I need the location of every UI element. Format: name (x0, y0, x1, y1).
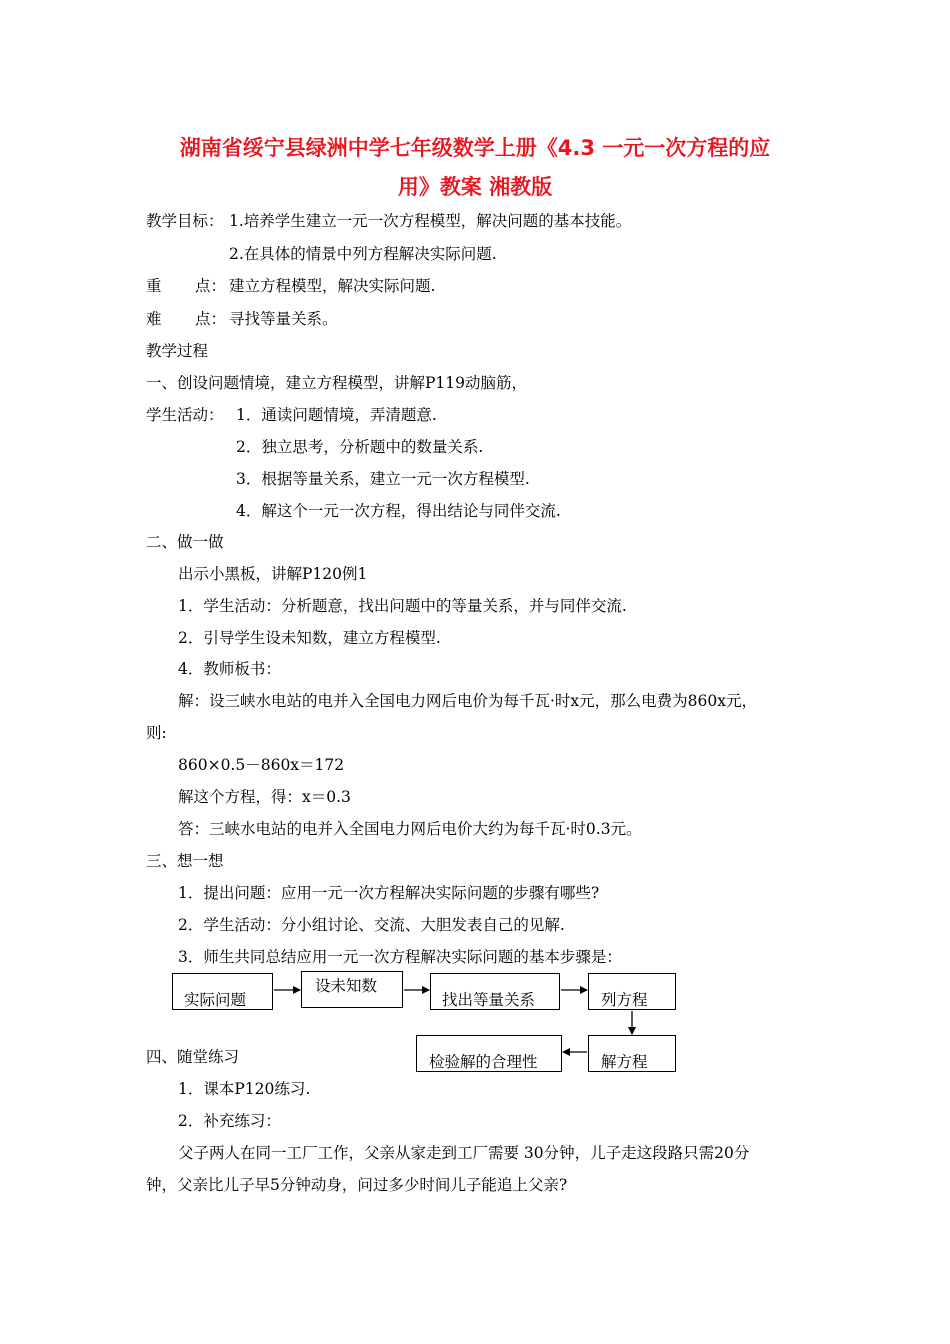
section-1-item: 4．解这个一元一次方程，得出结论与同伴交流. (236, 502, 561, 520)
section-1-activity-label: 学生活动： (146, 406, 224, 424)
section-2-item: 2．引导学生设未知数，建立方程模型. (178, 629, 441, 647)
document-title-line-2: 用》教案 湘教版 (397, 175, 553, 199)
objective-item-2: 2.在具体的情景中列方程解决实际问题. (229, 245, 497, 263)
difficult-point-label-char-1: 难 (146, 310, 162, 328)
key-point-label-char-2: 点： (195, 277, 227, 295)
answer-line: 答：三峡水电站的电并入全国电力网后电价大约为每千瓦·时0.3元。 (178, 820, 642, 838)
objectives-label: 教学目标： (146, 212, 224, 230)
solve-line: 解这个方程，得：x＝0.3 (178, 788, 351, 806)
flow-box-label: 找出等量关系 (442, 991, 536, 1009)
section-3-item: 3．师生共同总结应用一元一次方程解决实际问题的基本步骤是： (178, 948, 622, 966)
key-point-label-char-1: 重 (146, 277, 162, 295)
section-1-item: 1．通读问题情境，弄清题意. (236, 406, 437, 424)
section-1-item: 3．根据等量关系，建立一元一次方程模型. (236, 470, 530, 488)
problem-line-2: 钟，父亲比儿子早5分钟动身，问过多少时间儿子能追上父亲? (146, 1176, 568, 1194)
section-4-item: 2．补充练习： (178, 1112, 281, 1130)
flow-box-label: 实际问题 (184, 991, 247, 1009)
solution-line-2: 则: (146, 724, 167, 742)
process-heading: 教学过程 (146, 342, 209, 360)
section-1-item: 2．独立思考，分析题中的数量关系. (236, 438, 484, 456)
flow-box-label: 检验解的合理性 (429, 1053, 538, 1071)
difficult-point-label-char-2: 点： (195, 310, 227, 328)
objective-item-1: 1.培养学生建立一元一次方程模型，解决问题的基本技能。 (229, 212, 632, 230)
flow-box-label: 列方程 (601, 991, 648, 1009)
section-2-item: 1．学生活动：分析题意，找出问题中的等量关系，并与同伴交流. (178, 597, 627, 615)
section-4-heading: 四、随堂练习 (146, 1048, 240, 1066)
section-2-intro: 出示小黑板，讲解P120例1 (178, 565, 368, 583)
section-1-heading: 一、创设问题情境，建立方程模型，讲解P119动脑筋， (146, 374, 528, 392)
flow-box-label: 设未知数 (315, 977, 378, 995)
difficult-point-text: 寻找等量关系。 (229, 310, 338, 328)
problem-line-1: 父子两人在同一工厂工作，父亲从家走到工厂需要 30分钟，儿子走这段路只需20分 (178, 1144, 750, 1162)
section-2-heading: 二、做一做 (146, 533, 224, 551)
section-3-item: 1．提出问题：应用一元一次方程解决实际问题的步骤有哪些? (178, 884, 600, 902)
document-title-line-1: 湖南省绥宁县绿洲中学七年级数学上册《4.3 一元一次方程的应 (179, 136, 771, 160)
solution-line-1: 解：设三峡水电站的电并入全国电力网后电价为每千瓦·时x元，那么电费为860x元， (178, 692, 757, 710)
section-2-item: 4．教师板书： (178, 660, 281, 678)
equation: 860×0.5－860x＝172 (178, 756, 345, 774)
key-point-text: 建立方程模型，解决实际问题. (229, 277, 436, 295)
section-3-heading: 三、想一想 (146, 852, 224, 870)
section-4-item: 1．课本P120练习. (178, 1080, 311, 1098)
section-3-item: 2．学生活动：分小组讨论、交流、大胆发表自己的见解. (178, 916, 565, 934)
flow-box-label: 解方程 (601, 1053, 648, 1071)
